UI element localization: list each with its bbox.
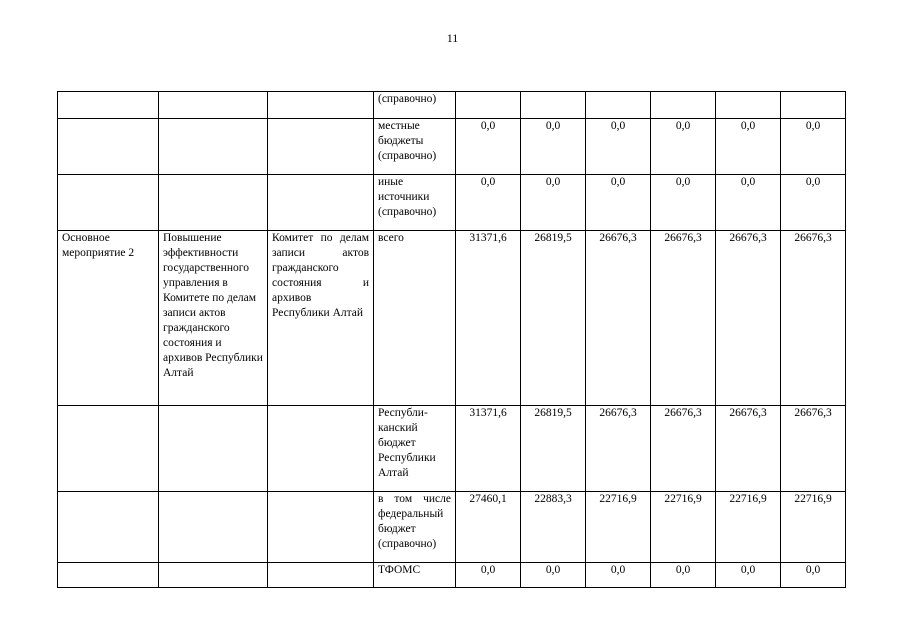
value-cell: 26676,3 (586, 231, 651, 406)
value-cell (521, 92, 586, 119)
value-cell: 26819,5 (521, 231, 586, 406)
value-cell: 27460,1 (456, 492, 521, 563)
table-row (58, 492, 846, 563)
value-cell (716, 92, 781, 119)
value-cell: 0,0 (716, 119, 781, 175)
value-cell: 0,0 (586, 563, 651, 588)
value-cell: 0,0 (716, 563, 781, 588)
event-name-cell: Основное мероприятие 2 (58, 231, 159, 406)
event-description-cell: Повышение эффективности государственного управления в Комитете по делам записи актов гражданского состояния и архивов Республики Алтай (159, 231, 268, 406)
value-cell: 0,0 (716, 175, 781, 231)
value-cell: 22883,3 (521, 492, 586, 563)
value-cell: 26676,3 (781, 406, 846, 492)
event-description-cell (159, 406, 268, 492)
value-cell: 0,0 (651, 175, 716, 231)
event-description-cell (159, 175, 268, 231)
value-cell: 22716,9 (716, 492, 781, 563)
funding-source-cell: Республи-канский бюджет Республики Алтай (374, 406, 456, 492)
value-cell: 26676,3 (716, 406, 781, 492)
value-cell: 0,0 (781, 175, 846, 231)
value-cell: 26676,3 (651, 406, 716, 492)
event-description-cell (159, 492, 268, 563)
funding-source-cell: всего (374, 231, 456, 406)
event-description-cell (159, 92, 268, 119)
table-row (58, 406, 846, 492)
executor-cell (268, 563, 374, 588)
value-cell: 0,0 (781, 119, 846, 175)
value-cell: 0,0 (586, 119, 651, 175)
value-cell (651, 92, 716, 119)
value-cell: 0,0 (456, 175, 521, 231)
value-cell: 26676,3 (716, 231, 781, 406)
value-cell: 0,0 (586, 175, 651, 231)
table-row (58, 92, 846, 119)
value-cell: 0,0 (456, 563, 521, 588)
executor-cell (268, 119, 374, 175)
value-cell: 0,0 (456, 119, 521, 175)
value-cell: 31371,6 (456, 231, 521, 406)
event-name-cell (58, 119, 159, 175)
value-cell: 0,0 (521, 175, 586, 231)
event-name-cell (58, 175, 159, 231)
executor-cell (268, 92, 374, 119)
executor-cell: Комитет по делам записи актов гражданского состояния и архивов Республики Алтай (268, 231, 374, 406)
event-name-cell (58, 406, 159, 492)
executor-cell (268, 492, 374, 563)
table-row (58, 563, 846, 588)
budget-table (57, 91, 846, 588)
table-row (58, 231, 846, 406)
value-cell (586, 92, 651, 119)
value-cell: 0,0 (651, 563, 716, 588)
funding-source-cell: в том числе федеральный бюджет (справочно) (374, 492, 456, 563)
executor-cell (268, 406, 374, 492)
page-number: 11 (446, 31, 459, 45)
value-cell: 26676,3 (781, 231, 846, 406)
event-description-cell (159, 119, 268, 175)
funding-source-cell: местные бюджеты (справочно) (374, 119, 456, 175)
value-cell: 22716,9 (651, 492, 716, 563)
value-cell (456, 92, 521, 119)
value-cell: 0,0 (521, 119, 586, 175)
executor-cell (268, 175, 374, 231)
value-cell: 26819,5 (521, 406, 586, 492)
event-name-cell (58, 92, 159, 119)
value-cell: 22716,9 (781, 492, 846, 563)
funding-source-cell: (справочно) (374, 92, 456, 119)
funding-source-cell: иные источники (справочно) (374, 175, 456, 231)
value-cell: 0,0 (651, 119, 716, 175)
value-cell: 0,0 (781, 563, 846, 588)
event-name-cell (58, 563, 159, 588)
table-row (58, 119, 846, 175)
table-row (58, 175, 846, 231)
event-name-cell (58, 492, 159, 563)
value-cell: 26676,3 (586, 406, 651, 492)
value-cell: 0,0 (521, 563, 586, 588)
value-cell (781, 92, 846, 119)
funding-source-cell: ТФОМС (374, 563, 456, 588)
value-cell: 31371,6 (456, 406, 521, 492)
value-cell: 26676,3 (651, 231, 716, 406)
value-cell: 22716,9 (586, 492, 651, 563)
event-description-cell (159, 563, 268, 588)
